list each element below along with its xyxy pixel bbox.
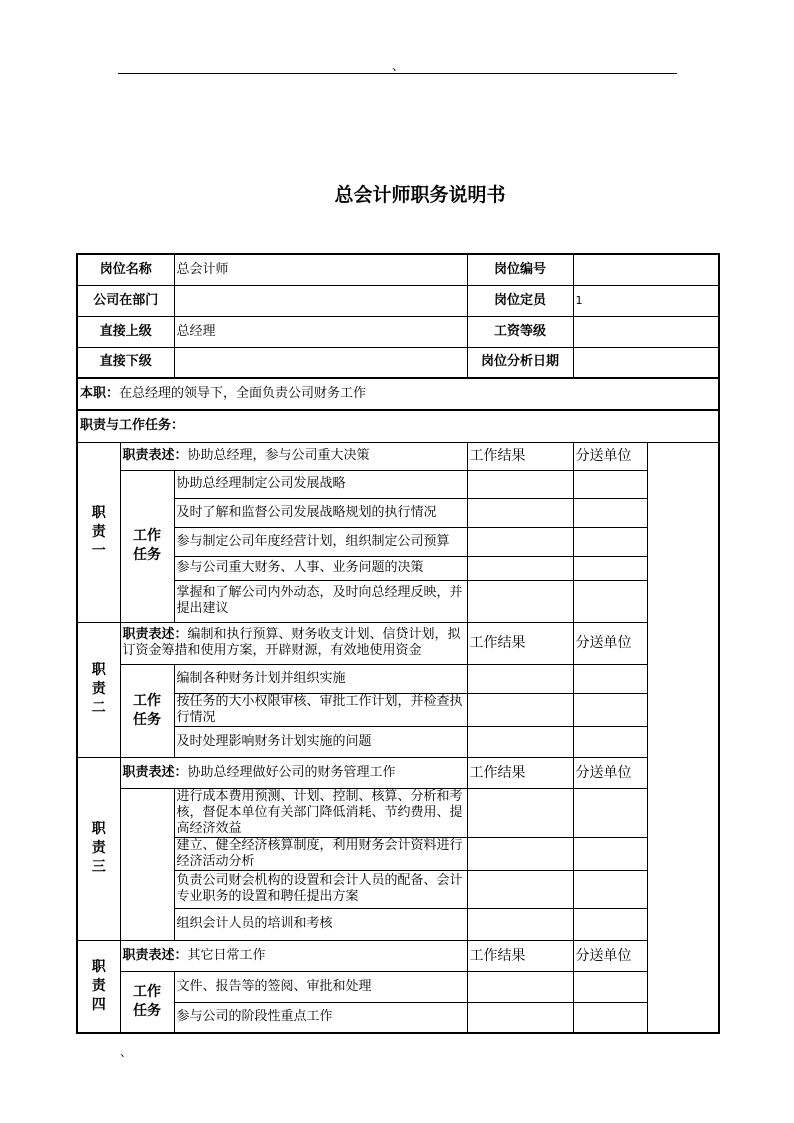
task-label-text: 工作任务: [133, 528, 161, 563]
duty-3-desc-text: 协助总经理做好公司的财务管理工作: [187, 764, 396, 780]
duty-2-task-2: 按任务的大小权限审核、审批工作计划，并检查执行情况: [174, 693, 467, 726]
duty-3-desc: [120, 757, 467, 788]
dist-label: 分送单位: [573, 940, 647, 971]
footer-mark: 、: [120, 1045, 133, 1059]
duty-4-name-text: 职责四: [91, 958, 106, 1013]
main-duty-label: 本职：: [80, 386, 120, 401]
header-mark: 、: [392, 59, 405, 73]
main-duty-text: 在总经理的领导下，全面负责公司财务工作: [119, 386, 367, 401]
dist-cell: [573, 908, 647, 940]
duty-3-task-3: 负责公司财会机构的设置和会计人员的配备、会计专业职务的设置和聘任提出方案: [174, 870, 467, 908]
duty-2-desc-text: 编制和执行预算、财务收支计划、信贷计划，拟订资金筹措和使用方案，开辟财源，有效地使用资金: [122, 627, 461, 658]
subordinate-value: [174, 347, 467, 378]
page-title: 总会计师职务说明书: [334, 184, 506, 206]
result-cell: [467, 498, 573, 527]
result-cell: [467, 726, 573, 757]
salary-value: [573, 316, 719, 347]
headcount-label: 岗位定员: [467, 285, 573, 316]
main-duty: [77, 378, 719, 410]
duty-1-task-5: 掌握和了解公司内外动态，及时向总经理反映，并提出建议: [174, 580, 467, 622]
dist-cell: [573, 470, 647, 498]
dist-cell: [573, 837, 647, 870]
dist-cell: [573, 556, 647, 580]
result-cell: [467, 664, 573, 693]
subordinate-label: 直接下级: [77, 347, 174, 378]
duty-3-task-4: 组织会计人员的培训和考核: [174, 908, 467, 940]
dist-cell: [573, 788, 647, 837]
duty-1-task-1: 协助总经理制定公司发展战略: [174, 470, 467, 498]
duty-3-task-label-empty: [120, 788, 174, 940]
duty-2-name: [77, 622, 120, 757]
duty-2-task-3: 及时处理影响财务计划实施的问题: [174, 726, 467, 757]
desc-label: 职责表述：: [122, 448, 188, 463]
duty-1-name: [77, 442, 120, 622]
result-label: 工作结果: [467, 757, 573, 788]
duty-1-name-text: 职责一: [91, 504, 106, 559]
duty-3-name: [77, 757, 120, 940]
result-cell: [467, 556, 573, 580]
result-cell: [467, 470, 573, 498]
dist-label: 分送单位: [573, 622, 647, 664]
duty-1-desc-text: 协助总经理，参与公司重大决策: [187, 448, 370, 463]
duty-3-task-1: 进行成本费用预测、计划、控制、核算、分析和考核，督促本单位有关部门降低消耗、节约费用、提高经济效益: [174, 788, 467, 837]
duty-1-desc: [120, 442, 467, 470]
position-code-label: 岗位编号: [467, 254, 573, 285]
duty-1-task-4: 参与公司重大财务、人事、业务问题的决策: [174, 556, 467, 580]
result-label: 工作结果: [467, 940, 573, 971]
result-cell: [467, 870, 573, 908]
dist-label: 分送单位: [573, 442, 647, 470]
dist-cell: [573, 726, 647, 757]
desc-label: 职责表述：: [122, 947, 188, 963]
job-description-table: [76, 253, 720, 1034]
duty-3-task-2: 建立、健全经济核算制度，利用财务会计资料进行经济活动分析: [174, 837, 467, 870]
result-cell: [467, 788, 573, 837]
dist-cell: [573, 527, 647, 556]
dept-label: 公司在部门: [77, 285, 174, 316]
superior-value: 总经理: [174, 316, 467, 347]
dist-cell: [573, 664, 647, 693]
dist-cell: [573, 870, 647, 908]
dept-value: [174, 285, 467, 316]
desc-label: 职责表述：: [122, 627, 188, 642]
result-cell: [467, 908, 573, 940]
result-cell: [467, 693, 573, 726]
duty-3-name-text: 职责三: [91, 821, 106, 875]
task-label-text: 工作任务: [133, 983, 161, 1019]
dist-cell: [573, 498, 647, 527]
duty-2-task-label: [120, 664, 174, 757]
dist-label: 分送单位: [573, 757, 647, 788]
analysis-date-label: 岗位分析日期: [467, 347, 573, 378]
duty-1-task-2: 及时了解和监督公司发展战略规划的执行情况: [174, 498, 467, 527]
result-cell: [467, 1002, 573, 1033]
result-cell: [467, 527, 573, 556]
desc-label: 职责表述：: [122, 764, 188, 780]
duty-2-desc: [120, 622, 467, 664]
duty-4-task-1: 文件、报告等的签阅、审批和处理: [174, 971, 467, 1002]
header-rule: [118, 73, 677, 74]
dist-cell: [573, 580, 647, 622]
duty-1-task-3: 参与制定公司年度经营计划，组织制定公司预算: [174, 527, 467, 556]
analysis-date-value: [573, 347, 719, 378]
duty-4-desc-text: 其它日常工作: [187, 947, 266, 963]
duty-2-name-text: 职责二: [91, 662, 106, 716]
duty-2-task-1: 编制各种财务计划并组织实施: [174, 664, 467, 693]
salary-label: 工资等级: [467, 316, 573, 347]
position-code-value: [573, 254, 719, 285]
position-name-value: 总会计师: [174, 254, 467, 285]
headcount-value: 1: [573, 285, 719, 316]
duty-4-task-label: [120, 971, 174, 1033]
task-label-text: 工作任务: [133, 692, 161, 728]
superior-label: 直接上级: [77, 316, 174, 347]
duties-header: 职责与工作任务：: [77, 410, 719, 442]
dist-cell: [573, 971, 647, 1002]
duty-4-name: [77, 940, 120, 1033]
result-cell: [467, 580, 573, 622]
duty-4-task-2: 参与公司的阶段性重点工作: [174, 1002, 467, 1033]
position-name-label: 岗位名称: [77, 254, 174, 285]
dist-cell: [573, 693, 647, 726]
result-cell: [467, 971, 573, 1002]
result-label: 工作结果: [467, 442, 573, 470]
dist-cell: [573, 1002, 647, 1033]
duty-4-desc: [120, 940, 467, 971]
duty-1-task-label: [120, 470, 174, 622]
result-label: 工作结果: [467, 622, 573, 664]
result-cell: [467, 837, 573, 870]
